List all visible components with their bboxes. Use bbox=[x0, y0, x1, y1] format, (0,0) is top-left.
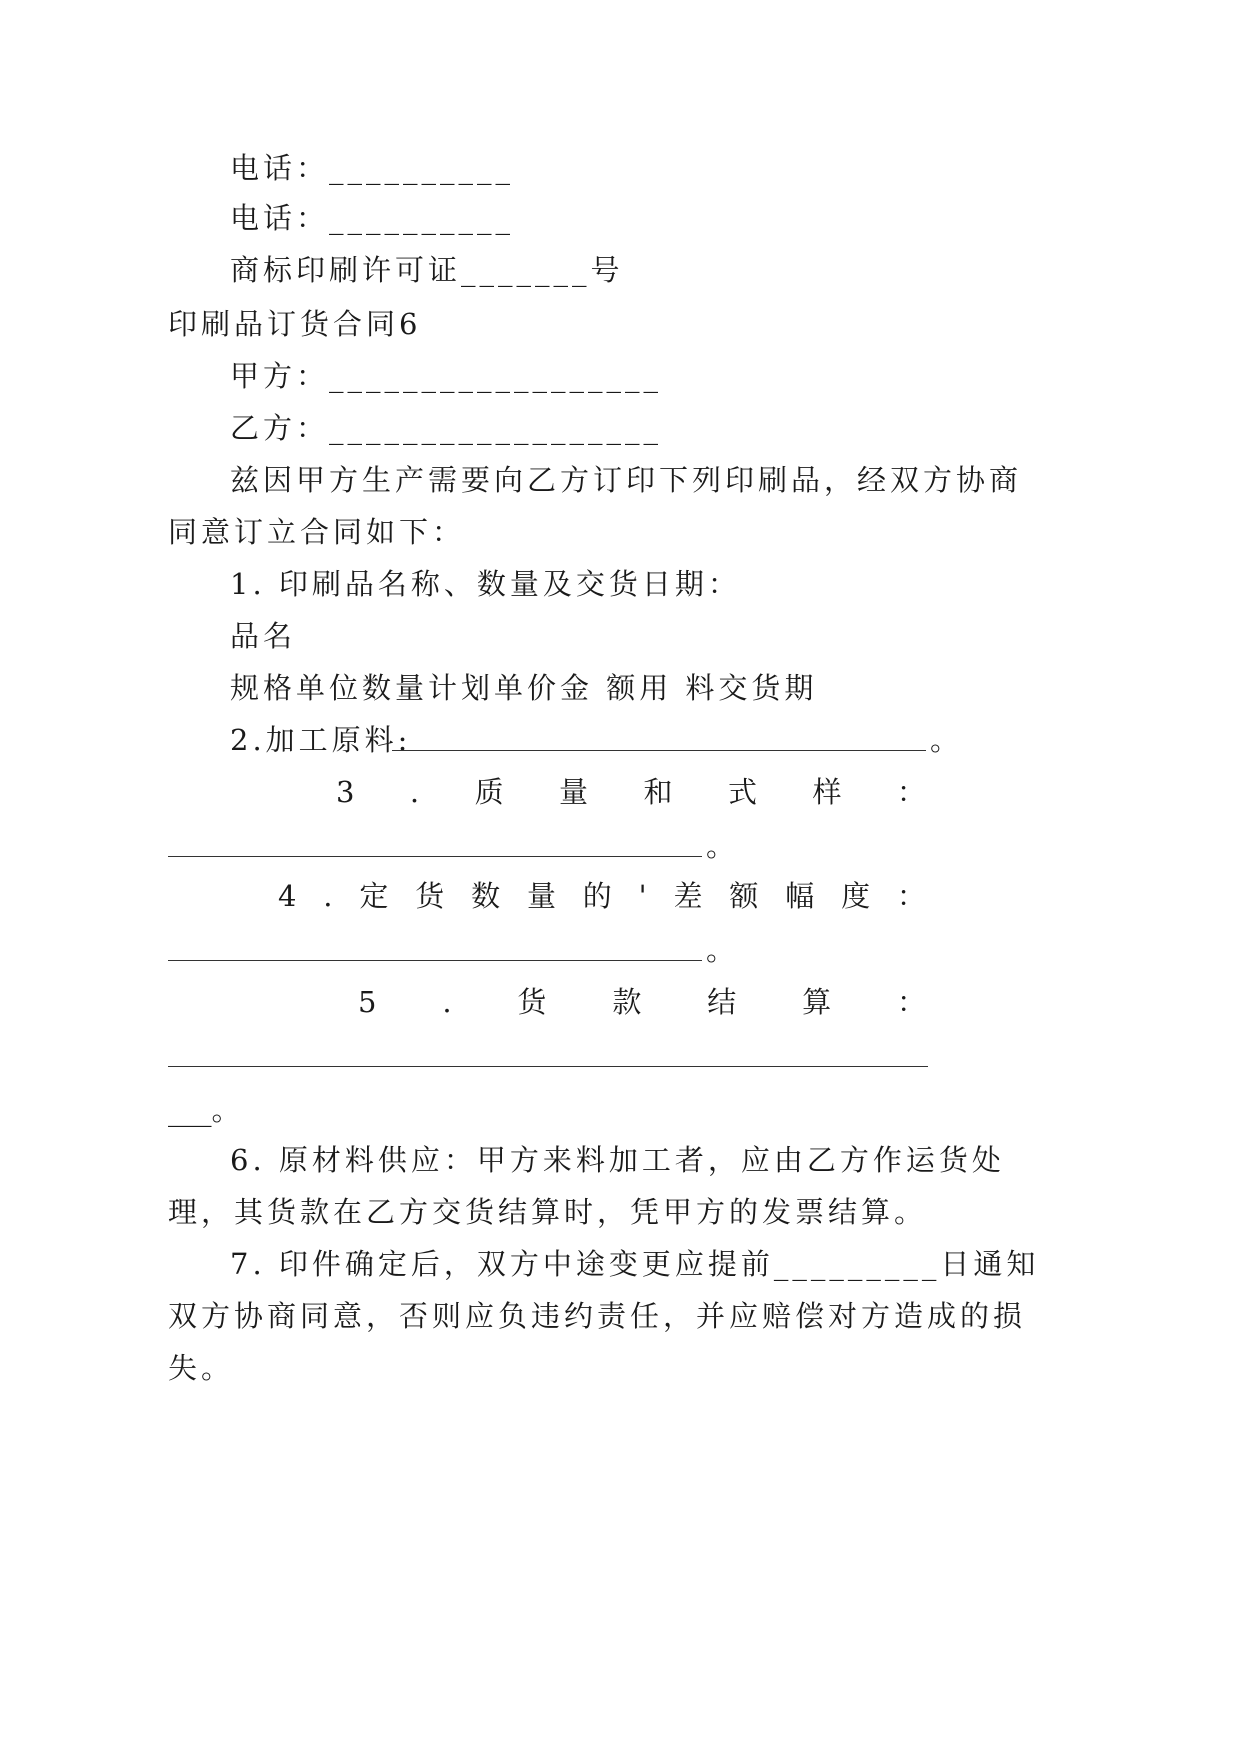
clause-7-line-2: 双方协商同意，否则应负违约责任，并应赔偿对方造成的损 bbox=[168, 1299, 1027, 1333]
clause-5-blank-line bbox=[168, 1066, 928, 1067]
clause-4-char: . bbox=[323, 879, 333, 913]
clause-3-title bbox=[336, 772, 926, 812]
clause-3-char: 3 bbox=[336, 775, 355, 809]
phone-line-1: 电话：__________ bbox=[230, 151, 515, 185]
clause-2-period: 。 bbox=[930, 723, 960, 757]
clause-4-char: 度 bbox=[841, 879, 871, 913]
contract-heading: 印刷品订货合同6 bbox=[168, 307, 422, 341]
clause-4-char: 定 bbox=[359, 879, 389, 913]
clause-4-char: 数 bbox=[471, 879, 501, 913]
party-b-line: 乙方：__________________ bbox=[230, 411, 663, 445]
clause-4-char: 幅 bbox=[785, 879, 815, 913]
clause-3-char: ： bbox=[896, 775, 926, 809]
intro-line-1: 兹因甲方生产需要向乙方订印下列印刷品，经双方协商 bbox=[230, 463, 1023, 497]
clause-4-char: 货 bbox=[415, 879, 445, 913]
clause-4-char: 量 bbox=[526, 879, 556, 913]
clause-4-char: ' bbox=[638, 879, 647, 913]
intro-line-2: 同意订立合同如下： bbox=[168, 515, 466, 549]
clause-7-line-1: 7. 印件确定后，双方中途变更应提前_________日通知 bbox=[230, 1247, 1040, 1281]
clause-4-blank-line bbox=[168, 960, 702, 961]
clause-4-title bbox=[278, 876, 926, 916]
clause-4-char: 差 bbox=[673, 879, 703, 913]
clause-1-title: 1. 印刷品名称、数量及交货日期： bbox=[230, 567, 741, 601]
clause-2-label: 2.加工原料: bbox=[230, 723, 412, 757]
phone-line-2: 电话：__________ bbox=[230, 201, 515, 235]
clause-1-product-name: 品名 bbox=[230, 619, 297, 653]
clause-5-char: 算 bbox=[802, 985, 832, 1019]
clause-5-title bbox=[358, 982, 926, 1022]
clause-4-char: 的 bbox=[582, 879, 612, 913]
clause-5-char: ： bbox=[896, 985, 926, 1019]
clause-5-char: 款 bbox=[612, 985, 642, 1019]
clause-3-period: 。 bbox=[706, 829, 736, 863]
clause-3-blank-line bbox=[168, 856, 702, 857]
trademark-license-line: 商标印刷许可证_______号 bbox=[230, 253, 624, 287]
party-a-line: 甲方：__________________ bbox=[230, 359, 663, 393]
clause-5-tail: ___。 bbox=[168, 1093, 241, 1127]
clause-4-char: 4 bbox=[278, 879, 297, 913]
clause-4-period: 。 bbox=[706, 933, 736, 967]
clause-3-char: 样 bbox=[812, 775, 842, 809]
clause-3-char: 量 bbox=[559, 775, 589, 809]
clause-5-char: 货 bbox=[517, 985, 547, 1019]
clause-4-char: 额 bbox=[729, 879, 759, 913]
clause-1-columns: 规格单位数量计划单价金 额用 料交货期 bbox=[230, 671, 818, 705]
clause-6-line-2: 理，其货款在乙方交货结算时，凭甲方的发票结算。 bbox=[168, 1195, 928, 1229]
clause-7-line-3: 失。 bbox=[168, 1351, 235, 1385]
clause-2-blank-line bbox=[392, 750, 926, 751]
clause-5-char: 5 bbox=[358, 985, 377, 1019]
clause-3-char: . bbox=[409, 775, 420, 809]
clause-3-char: 和 bbox=[643, 775, 673, 809]
clause-6-line-1: 6. 原材料供应：甲方来料加工者，应由乙方作运货处 bbox=[230, 1143, 1005, 1177]
clause-3-char: 质 bbox=[474, 775, 504, 809]
clause-3-char: 式 bbox=[727, 775, 757, 809]
clause-4-char: ： bbox=[896, 879, 926, 913]
clause-5-char: . bbox=[442, 985, 452, 1019]
clause-5-char: 结 bbox=[707, 985, 737, 1019]
